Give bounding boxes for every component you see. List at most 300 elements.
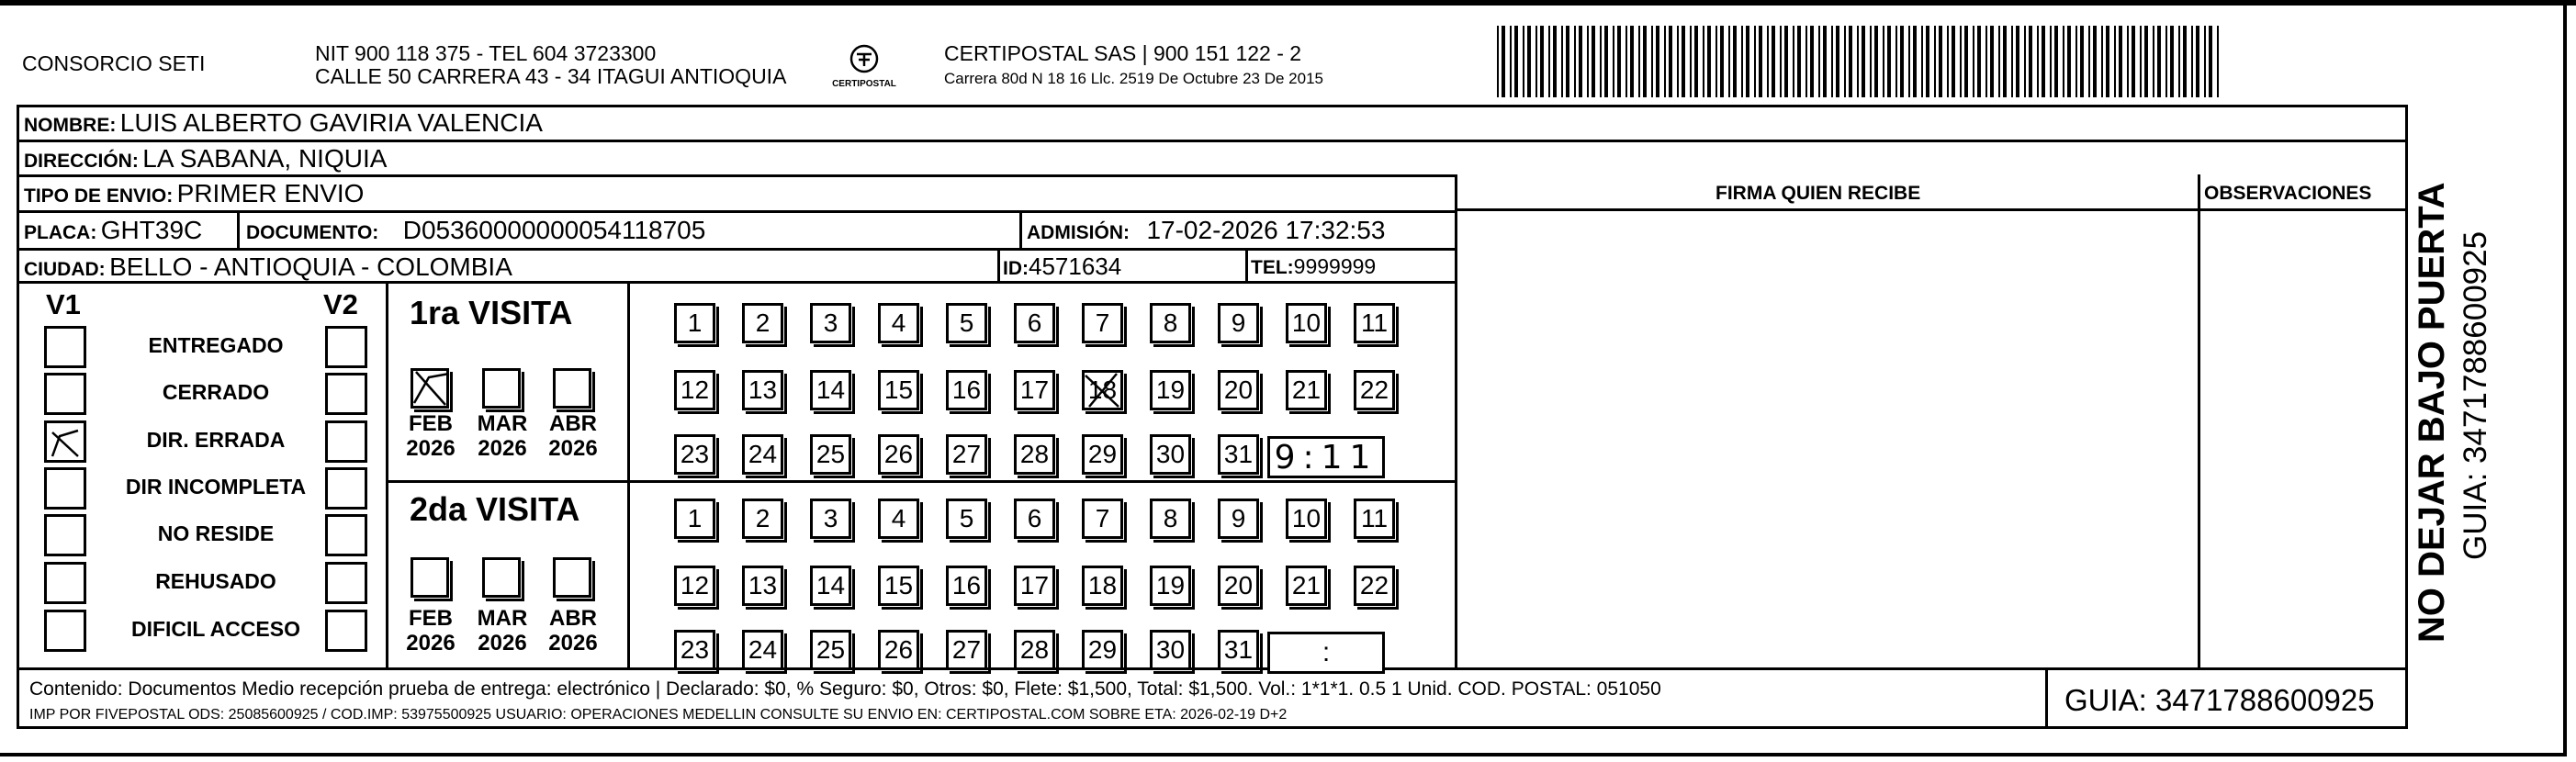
barcode-bar: [2204, 26, 2206, 97]
direccion-label: DIRECCIÓN:: [24, 151, 139, 172]
day-number: 1: [674, 303, 715, 343]
day-number: 23: [674, 630, 715, 670]
id-field: [1003, 254, 1121, 278]
first-visit-day-16[interactable]: [946, 370, 994, 410]
second-visit-day-16[interactable]: [946, 566, 994, 606]
signature-field[interactable]: [1458, 212, 2197, 667]
second-visit-day-24[interactable]: [742, 630, 790, 670]
barcode-bar: [2183, 26, 2187, 97]
barcode-bar: [2063, 26, 2064, 97]
barcode-bar: [1926, 26, 1929, 97]
month-name: ABR: [549, 411, 597, 436]
second-visit-day-14[interactable]: [810, 566, 858, 606]
row-line: [17, 140, 2408, 142]
second-visit-day-13[interactable]: [742, 566, 790, 606]
first-visit-day-18[interactable]: [1082, 370, 1130, 410]
barcode-bar: [1553, 26, 1557, 97]
barcode-bar: [1947, 26, 1949, 97]
ciudad-label: CIUDAD:: [24, 259, 106, 280]
barcode-bar: [1939, 26, 1942, 97]
barcode-bar: [1669, 26, 1672, 97]
barcode-bar: [1793, 26, 1794, 97]
second-visit-day-3[interactable]: [810, 499, 858, 539]
barcode-bar: [2170, 26, 2174, 97]
barcode-bar: [1990, 26, 1994, 97]
barcode-bar: [1823, 26, 1827, 97]
check-mark-icon: [411, 368, 453, 410]
day-number: 24: [742, 630, 783, 670]
first-visit-day-25[interactable]: [810, 434, 858, 475]
footer-line: [17, 667, 2408, 670]
second-visit-day-29[interactable]: [1082, 630, 1130, 670]
footer-contenido: Contenido: Documentos Medio recepción prueba de entrega: electrónico | Declarado: $0, % Seguro: $0, Otros: $0, Flete: $1,500, Total: $1,500. Vol.: 1*1*1. 0.5 1 Unid. COD. POSTAL: 051050: [29, 678, 1661, 700]
first-visit-month-checkbox[interactable]: [411, 368, 453, 410]
visit-separator: [386, 480, 1455, 483]
second-visit-day-5[interactable]: [946, 499, 994, 539]
day-number: 17: [1014, 566, 1055, 606]
v2-checkbox[interactable]: [325, 562, 367, 604]
barcode-bar: [1587, 26, 1589, 97]
second-visit-day-7[interactable]: [1082, 499, 1130, 539]
second-visit-day-6[interactable]: [1014, 499, 1062, 539]
day-number: 12: [674, 370, 715, 410]
barcode-bar: [1741, 26, 1743, 97]
month-name: MAR: [477, 606, 528, 631]
first-visit-day-17[interactable]: [1014, 370, 1062, 410]
observaciones-label: OBSERVACIONES: [2204, 183, 2372, 204]
second-visit-day-10[interactable]: [1286, 499, 1333, 539]
barcode-bar: [1617, 26, 1621, 97]
logo-text: CERTIPOSTAL: [832, 79, 896, 89]
barcode-bar: [1514, 26, 1518, 97]
day-number: 14: [810, 566, 851, 606]
barcode-bar: [2178, 26, 2180, 97]
day-number: 31: [1218, 630, 1259, 670]
day-number: 9: [1218, 499, 1259, 539]
day-number: 10: [1286, 303, 1327, 343]
barcode-bar: [1613, 26, 1614, 97]
first-visit-day-13[interactable]: [742, 370, 790, 410]
status-label: NO RESIDE: [157, 521, 275, 545]
second-visit-day-30[interactable]: [1150, 630, 1198, 670]
first-visit-day-19[interactable]: [1150, 370, 1198, 410]
tel-field: [1251, 256, 1376, 277]
second-visit-day-2[interactable]: [742, 499, 790, 539]
second-visit-month-checkbox[interactable]: [482, 557, 524, 600]
barcode-bar: [1754, 26, 1756, 97]
placa-value: GHT39C: [100, 216, 203, 244]
first-visit-day-3[interactable]: [810, 303, 858, 343]
second-visit-day-12[interactable]: [674, 566, 722, 606]
barcode-bar: [1728, 26, 1730, 97]
barcode-bar: [1523, 26, 1524, 97]
barcode-bar: [1908, 26, 1910, 97]
day-number: 27: [946, 630, 987, 670]
tipo-envio-value: PRIMER ENVIO: [176, 179, 365, 207]
day-number: 7: [1082, 303, 1123, 343]
barcode-bar: [2011, 26, 2013, 97]
barcode-bar: [1527, 26, 1531, 97]
barcode-bar: [2029, 26, 2032, 97]
first-visit-month-checkbox[interactable]: [482, 368, 524, 410]
first-visit-month-label: [470, 411, 534, 461]
second-visit-day-25[interactable]: [810, 630, 858, 670]
second-visit-title: 2da VISITA: [410, 490, 580, 528]
barcode-bar: [1810, 26, 1814, 97]
barcode-bar: [1638, 26, 1640, 97]
day-number: 22: [1354, 566, 1395, 606]
barcode-bar: [1849, 26, 1852, 97]
first-visit-day-2[interactable]: [742, 303, 790, 343]
observaciones-field[interactable]: [2201, 212, 2405, 667]
day-number: 1: [674, 499, 715, 539]
admision-value: 17-02-2026 17:32:53: [1146, 216, 1386, 244]
first-visit-day-20[interactable]: [1218, 370, 1266, 410]
first-visit-day-21[interactable]: [1286, 370, 1333, 410]
day-number: 18: [1082, 370, 1123, 410]
day-number: 21: [1286, 370, 1327, 410]
first-visit-time: 9:11: [1274, 438, 1378, 476]
barcode-bar: [1733, 26, 1737, 97]
second-visit-day-19[interactable]: [1150, 566, 1198, 606]
barcode-bar: [1973, 26, 1974, 97]
barcode-bar: [1857, 26, 1859, 97]
first-visit-day-26[interactable]: [878, 434, 926, 475]
day-number: 27: [946, 434, 987, 475]
month-name: ABR: [549, 606, 597, 631]
barcode-bar: [1694, 26, 1698, 97]
signature-header-line: [1455, 208, 2408, 211]
barcode-bar: [1913, 26, 1917, 97]
barcode-bar: [1497, 26, 1499, 97]
tipo-envio-label: TIPO DE ENVIO:: [24, 185, 174, 207]
barcode-bar: [1574, 26, 1576, 97]
v2-checkbox[interactable]: [325, 373, 367, 415]
status-label: ENTREGADO: [148, 333, 284, 357]
second-visit-day-4[interactable]: [878, 499, 926, 539]
month-year: 2026: [406, 631, 456, 656]
day-number: 10: [1286, 499, 1327, 539]
barcode-bar: [1579, 26, 1582, 97]
observaciones-divider: [2198, 174, 2200, 668]
day-number: 6: [1014, 303, 1055, 343]
barcode-bar: [1862, 26, 1865, 97]
day-number: 28: [1014, 630, 1055, 670]
second-visit-month-label: [470, 606, 534, 656]
barcode-bar: [1664, 26, 1666, 97]
barcode-bar: [1895, 26, 1897, 97]
barcode-bar: [1682, 26, 1685, 97]
checkbox-box: [411, 557, 449, 598]
ciudad-value: BELLO - ANTIOQUIA - COLOMBIA: [109, 252, 512, 281]
barcode-bar: [2003, 26, 2007, 97]
barcode-bar: [1759, 26, 1762, 97]
day-number: 12: [674, 566, 715, 606]
day-number: 5: [946, 499, 987, 539]
nombre-label: NOMBRE:: [24, 115, 117, 136]
barcode-bar: [2127, 26, 2129, 97]
barcode-bar: [1921, 26, 1923, 97]
status-label: DIFICIL ACCESO: [130, 617, 300, 641]
month-name: FEB: [409, 606, 453, 631]
day-number: 11: [1354, 303, 1395, 343]
barcode-bar: [1630, 26, 1634, 97]
barcode-graphic: [1495, 26, 2224, 97]
tipo-envio-row: [24, 181, 364, 207]
first-visit-day-12[interactable]: [674, 370, 722, 410]
barcode-bar: [1780, 26, 1782, 97]
first-visit-day-28[interactable]: [1014, 434, 1062, 475]
second-visit-time: :: [1322, 637, 1331, 667]
certipostal-logo: [827, 40, 902, 95]
second-visit-day-11[interactable]: [1354, 499, 1401, 539]
month-year: 2026: [478, 631, 527, 656]
tel-value: 9999999: [1293, 254, 1377, 278]
first-visit-day-31[interactable]: [1218, 434, 1266, 475]
day-number: 4: [878, 303, 919, 343]
nombre-row: [24, 110, 543, 136]
barcode-bar: [1651, 26, 1653, 97]
barcode-bar: [1767, 26, 1769, 97]
day-number: 6: [1014, 499, 1055, 539]
second-visit-month-checkbox[interactable]: [411, 557, 453, 600]
second-visit-day-1[interactable]: [674, 499, 722, 539]
first-visit-day-9[interactable]: [1218, 303, 1266, 343]
v1-label: V1: [46, 288, 81, 320]
second-visit-day-26[interactable]: [878, 630, 926, 670]
id-label: ID:: [1003, 258, 1029, 279]
checkbox-box: [553, 557, 591, 598]
month-year: 2026: [548, 631, 598, 656]
day-number: 2: [742, 303, 783, 343]
second-visit-day-17[interactable]: [1014, 566, 1062, 606]
second-visit-day-20[interactable]: [1218, 566, 1266, 606]
row-line: [17, 281, 1457, 284]
second-visit-day-9[interactable]: [1218, 499, 1266, 539]
barcode-bar: [2165, 26, 2167, 97]
day-number: 13: [742, 566, 783, 606]
barcode-bar: [1643, 26, 1647, 97]
month-year: 2026: [406, 436, 456, 461]
day-number: 28: [1014, 434, 1055, 475]
company-address: CALLE 50 CARRERA 43 - 34 ITAGUI ANTIOQUIA: [315, 64, 787, 88]
barcode-bar: [1548, 26, 1550, 97]
barcode: [1495, 26, 2224, 97]
direccion-row: [24, 146, 387, 172]
barcode-bar: [1964, 26, 1968, 97]
barcode-bar: [2088, 26, 2090, 97]
barcode-bar: [1690, 26, 1692, 97]
v2-checkbox[interactable]: [325, 467, 367, 510]
day-cross-mark-icon: [1082, 370, 1123, 410]
divider: [997, 248, 1000, 282]
barcode-bar: [1677, 26, 1679, 97]
day-number: 15: [878, 566, 919, 606]
first-visit-day-5[interactable]: [946, 303, 994, 343]
day-number: 29: [1082, 630, 1123, 670]
barcode-bar: [2157, 26, 2161, 97]
barcode-bar: [2075, 26, 2077, 97]
barcode-bar: [1656, 26, 1659, 97]
first-visit-month-checkbox[interactable]: [553, 368, 595, 410]
barcode-bar: [2119, 26, 2122, 97]
v2-checkbox[interactable]: [325, 420, 367, 463]
month-days-divider: [627, 281, 630, 667]
first-visit-day-30[interactable]: [1150, 434, 1198, 475]
first-visit-month-label: [541, 411, 605, 461]
second-visit-day-15[interactable]: [878, 566, 926, 606]
barcode-bar: [1784, 26, 1788, 97]
second-visit-day-31[interactable]: [1218, 630, 1266, 670]
barcode-bar: [1934, 26, 1936, 97]
divider: [1245, 248, 1248, 282]
barcode-bar: [1998, 26, 2000, 97]
barcode-bar: [1535, 26, 1537, 97]
barcode-bar: [1502, 26, 1505, 97]
barcode-bar: [1604, 26, 1608, 97]
barcode-bar: [1836, 26, 1839, 97]
day-number: 13: [742, 370, 783, 410]
second-visit-day-22[interactable]: [1354, 566, 1401, 606]
admision-field: [1027, 218, 1385, 243]
barcode-bar: [2106, 26, 2109, 97]
barcode-bar: [2114, 26, 2116, 97]
first-visit-day-8[interactable]: [1150, 303, 1198, 343]
day-number: 7: [1082, 499, 1123, 539]
firma-label: FIRMA QUIEN RECIBE: [1715, 183, 1921, 204]
barcode-bar: [1592, 26, 1595, 97]
status-label: CERRADO: [162, 380, 270, 404]
month-year: 2026: [478, 436, 527, 461]
barcode-bar: [1772, 26, 1775, 97]
barcode-bar: [2217, 26, 2219, 97]
barcode-bar: [1707, 26, 1711, 97]
first-visit-day-6[interactable]: [1014, 303, 1062, 343]
barcode-bar: [1900, 26, 1904, 97]
v2-checkbox[interactable]: [325, 514, 367, 556]
placa-label: PLACA:: [24, 222, 97, 243]
day-number: 20: [1218, 566, 1259, 606]
barcode-bar: [2067, 26, 2071, 97]
id-value: 4571634: [1029, 252, 1122, 280]
barcode-bar: [2050, 26, 2052, 97]
day-number: 25: [810, 630, 851, 670]
second-visit-day-28[interactable]: [1014, 630, 1062, 670]
documento-value: D05360000000054118705: [402, 216, 706, 244]
day-number: 24: [742, 434, 783, 475]
day-number: 21: [1286, 566, 1327, 606]
barcode-bar: [1952, 26, 1955, 97]
nit-line: NIT 900 118 375 - TEL 604 3723300: [315, 41, 657, 65]
row-line: [17, 210, 1457, 213]
day-number: 15: [878, 370, 919, 410]
barcode-bar: [1887, 26, 1891, 97]
first-visit-day-14[interactable]: [810, 370, 858, 410]
no-dejar-warning: NO DEJAR BAJO PUERTA: [2412, 182, 2452, 643]
first-visit-day-11[interactable]: [1354, 303, 1401, 343]
day-number: 26: [878, 630, 919, 670]
divider: [237, 210, 240, 248]
day-number: 30: [1150, 630, 1191, 670]
barcode-bar: [2196, 26, 2199, 97]
status-label: DIR INCOMPLETA: [125, 475, 307, 499]
first-visit-time-box[interactable]: [1267, 436, 1385, 478]
day-number: 19: [1150, 566, 1191, 606]
v2-checkbox[interactable]: [325, 610, 367, 652]
second-visit-day-18[interactable]: [1082, 566, 1130, 606]
first-visit-day-15[interactable]: [878, 370, 926, 410]
month-year: 2026: [548, 436, 598, 461]
day-number: 16: [946, 566, 987, 606]
status-label: REHUSADO: [155, 569, 276, 593]
barcode-bar: [2093, 26, 2097, 97]
signature-divider: [1455, 174, 1457, 668]
day-number: 8: [1150, 499, 1191, 539]
day-number: 11: [1354, 499, 1395, 539]
day-number: 14: [810, 370, 851, 410]
certipostal-address: Carrera 80d N 18 16 Llc. 2519 De Octubre 23 De 2015: [944, 70, 1323, 87]
first-visit-day-7[interactable]: [1082, 303, 1130, 343]
first-visit-day-1[interactable]: [674, 303, 722, 343]
barcode-bar: [1625, 26, 1627, 97]
barcode-bar: [1703, 26, 1704, 97]
second-visit-day-8[interactable]: [1150, 499, 1198, 539]
first-visit-day-23[interactable]: [674, 434, 722, 475]
barcode-bar: [2042, 26, 2045, 97]
day-number: 30: [1150, 434, 1191, 475]
month-name: FEB: [409, 411, 453, 436]
day-number: 22: [1354, 370, 1395, 410]
admision-label: ADMISIÓN:: [1027, 222, 1130, 243]
certipostal-line: CERTIPOSTAL SAS | 900 151 122 - 2: [944, 41, 1302, 65]
v2-checkbox[interactable]: [325, 326, 367, 368]
day-number: 2: [742, 499, 783, 539]
barcode-bar: [1600, 26, 1602, 97]
first-visit-day-27[interactable]: [946, 434, 994, 475]
barcode-bar: [2140, 26, 2142, 97]
barcode-bar: [2037, 26, 2039, 97]
day-number: 31: [1218, 434, 1259, 475]
first-visit-day-22[interactable]: [1354, 370, 1401, 410]
first-visit-day-29[interactable]: [1082, 434, 1130, 475]
day-number: 9: [1218, 303, 1259, 343]
certipostal-logo-icon: [827, 40, 902, 95]
second-visit-month-label: [399, 606, 463, 656]
barcode-bar: [1977, 26, 1981, 97]
checkbox-box: [482, 368, 521, 409]
barcode-bar: [1883, 26, 1884, 97]
day-number: 29: [1082, 434, 1123, 475]
first-visit-day-10[interactable]: [1286, 303, 1333, 343]
v2-label: V2: [323, 288, 358, 320]
second-visit-day-21[interactable]: [1286, 566, 1333, 606]
barcode-bar: [1874, 26, 1878, 97]
first-visit-day-24[interactable]: [742, 434, 790, 475]
second-visit-day-23[interactable]: [674, 630, 722, 670]
second-visit-time-box[interactable]: [1267, 632, 1385, 674]
documento-field: [246, 218, 705, 243]
barcode-bar: [1510, 26, 1512, 97]
ciudad-field: [24, 254, 512, 280]
day-number: 20: [1218, 370, 1259, 410]
barcode-bar: [2054, 26, 2058, 97]
second-visit-month-checkbox[interactable]: [553, 557, 595, 600]
side-guia: GUIA: 3471788600925: [2458, 230, 2493, 560]
barcode-bar: [1746, 26, 1749, 97]
first-visit-day-4[interactable]: [878, 303, 926, 343]
second-visit-day-27[interactable]: [946, 630, 994, 670]
nombre-value: LUIS ALBERTO GAVIRIA VALENCIA: [119, 108, 543, 137]
